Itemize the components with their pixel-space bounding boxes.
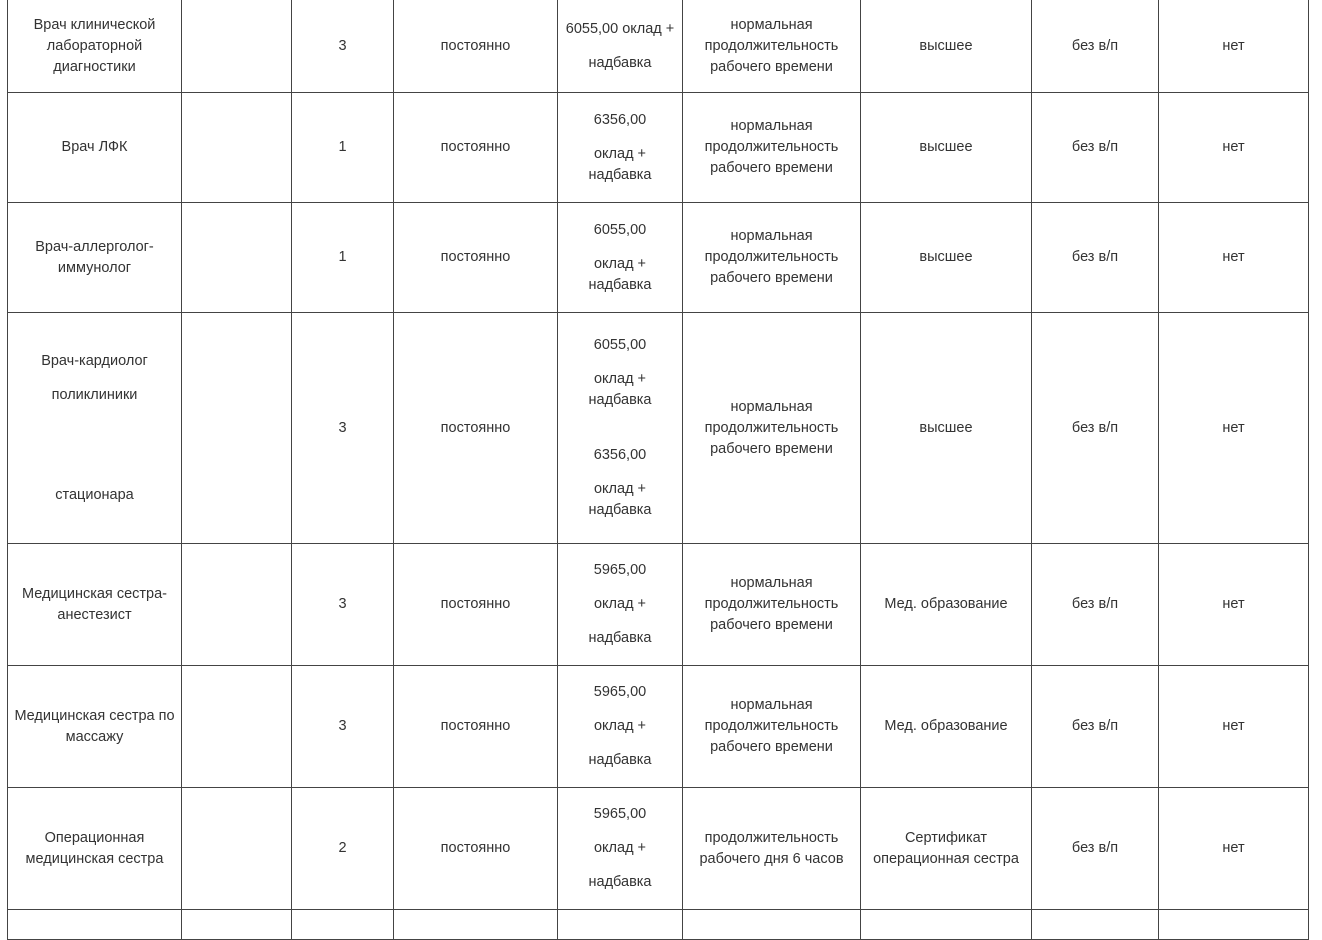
table-row xyxy=(8,666,1309,788)
empty-cell xyxy=(292,910,394,940)
position-cell xyxy=(8,544,182,666)
salary-text: надбавка xyxy=(588,874,652,890)
housing-cell: нет xyxy=(1159,544,1309,666)
employment-type-cell: постоянно xyxy=(394,544,558,666)
experience-cell: без в/п xyxy=(1032,203,1159,313)
table-row xyxy=(8,788,1309,910)
empty-cell xyxy=(182,544,292,666)
empty-cell xyxy=(1159,910,1309,940)
schedule-cell: нормальная продолжительность рабочего времени xyxy=(683,666,861,788)
table-row xyxy=(8,0,1309,93)
empty-cell xyxy=(182,203,292,313)
salary-text: 6055,00 xyxy=(593,221,647,238)
empty-cell xyxy=(182,313,292,544)
count-cell: 1 xyxy=(292,203,394,313)
schedule-cell: нормальная продолжительность рабочего времени xyxy=(683,93,861,203)
table-row xyxy=(8,93,1309,203)
position-name: Врач ЛФК xyxy=(61,139,128,155)
schedule-cell: нормальная продолжительность рабочего времени xyxy=(683,203,861,313)
count-cell: 3 xyxy=(292,666,394,788)
position-cell xyxy=(8,93,182,203)
salary-text: оклад + xyxy=(593,596,647,612)
salary-text: оклад + надбавка xyxy=(588,255,652,293)
experience-cell: без в/п xyxy=(1032,788,1159,910)
vacancies-table xyxy=(7,0,1309,940)
position-name: Медицинская сестра по массажу xyxy=(14,707,175,745)
employment-type-cell: постоянно xyxy=(394,93,558,203)
position-cell xyxy=(8,666,182,788)
count-cell: 3 xyxy=(292,313,394,544)
position-cell xyxy=(8,203,182,313)
position-cell xyxy=(8,788,182,910)
table-row xyxy=(8,544,1309,666)
education-cell: высшее xyxy=(861,203,1032,313)
experience-cell: без в/п xyxy=(1032,666,1159,788)
housing-cell: нет xyxy=(1159,0,1309,93)
experience-cell: без в/п xyxy=(1032,0,1159,93)
employment-type-cell: постоянно xyxy=(394,0,558,93)
table-row xyxy=(8,203,1309,313)
employment-type-cell: постоянно xyxy=(394,203,558,313)
housing-cell: нет xyxy=(1159,666,1309,788)
salary-text: надбавка xyxy=(588,55,652,71)
position-name: Операционная медицинская сестра xyxy=(25,829,164,867)
position-name: поликлиники xyxy=(51,386,138,403)
position-name: Медицинская сестра-анестезист xyxy=(22,585,167,623)
salary-text: оклад + надбавка xyxy=(588,145,652,183)
empty-cell xyxy=(182,910,292,940)
empty-cell xyxy=(8,910,182,940)
schedule-cell: нормальная продолжительность рабочего времени xyxy=(683,313,861,544)
employment-type-cell: постоянно xyxy=(394,666,558,788)
salary-cell xyxy=(558,203,683,313)
table-row xyxy=(8,910,1309,940)
employment-type-cell: постоянно xyxy=(394,788,558,910)
housing-cell: нет xyxy=(1159,93,1309,203)
position-cell xyxy=(8,0,182,93)
salary-text: 5965,00 xyxy=(593,562,647,578)
empty-cell xyxy=(683,910,861,940)
empty-cell xyxy=(182,666,292,788)
position-name: Врач-аллерголог-иммунолог xyxy=(35,238,154,276)
empty-cell xyxy=(182,0,292,93)
table-row xyxy=(8,313,1309,544)
salary-text: 6055,00 оклад + xyxy=(565,21,675,37)
employment-type-cell: постоянно xyxy=(394,313,558,544)
housing-cell: нет xyxy=(1159,203,1309,313)
empty-cell xyxy=(1032,910,1159,940)
salary-text: 5965,00 xyxy=(593,684,647,700)
salary-text: оклад + надбавка xyxy=(588,481,652,518)
salary-cell xyxy=(558,93,683,203)
empty-cell xyxy=(861,910,1032,940)
salary-text: 6055,00 xyxy=(593,337,647,353)
position-name: Врач клинической лабораторной диагностики xyxy=(33,17,156,75)
salary-cell xyxy=(558,313,683,544)
count-cell: 1 xyxy=(292,93,394,203)
count-cell: 3 xyxy=(292,0,394,93)
position-cell xyxy=(8,313,182,544)
salary-cell xyxy=(558,544,683,666)
education-cell: высшее xyxy=(861,313,1032,544)
housing-cell: нет xyxy=(1159,788,1309,910)
salary-text: оклад + надбавка xyxy=(588,371,652,408)
experience-cell: без в/п xyxy=(1032,93,1159,203)
position-name: Врач-кардиолог xyxy=(41,352,148,369)
education-cell: Сертификат операционная сестра xyxy=(861,788,1032,910)
salary-cell xyxy=(558,0,683,93)
salary-text: надбавка xyxy=(588,630,652,646)
count-cell: 3 xyxy=(292,544,394,666)
education-cell: высшее xyxy=(861,93,1032,203)
education-cell: Мед. образование xyxy=(861,544,1032,666)
salary-cell xyxy=(558,666,683,788)
experience-cell: без в/п xyxy=(1032,544,1159,666)
housing-cell: нет xyxy=(1159,313,1309,544)
empty-cell xyxy=(182,788,292,910)
salary-text: 6356,00 xyxy=(593,447,647,463)
education-cell: Мед. образование xyxy=(861,666,1032,788)
schedule-cell: продолжительность рабочего дня 6 часов xyxy=(683,788,861,910)
salary-text: надбавка xyxy=(588,752,652,768)
empty-cell xyxy=(182,93,292,203)
count-cell: 2 xyxy=(292,788,394,910)
schedule-cell: нормальная продолжительность рабочего времени xyxy=(683,544,861,666)
education-cell: высшее xyxy=(861,0,1032,93)
schedule-cell: нормальная продолжительность рабочего времени xyxy=(683,0,861,93)
salary-text: оклад + xyxy=(593,840,647,856)
empty-cell xyxy=(394,910,558,940)
experience-cell: без в/п xyxy=(1032,313,1159,544)
salary-text: 5965,00 xyxy=(593,806,647,822)
position-name: стационара xyxy=(55,486,134,503)
salary-text: оклад + xyxy=(593,718,647,734)
salary-text: 6356,00 xyxy=(593,111,647,128)
salary-cell xyxy=(558,788,683,910)
empty-cell xyxy=(558,910,683,940)
